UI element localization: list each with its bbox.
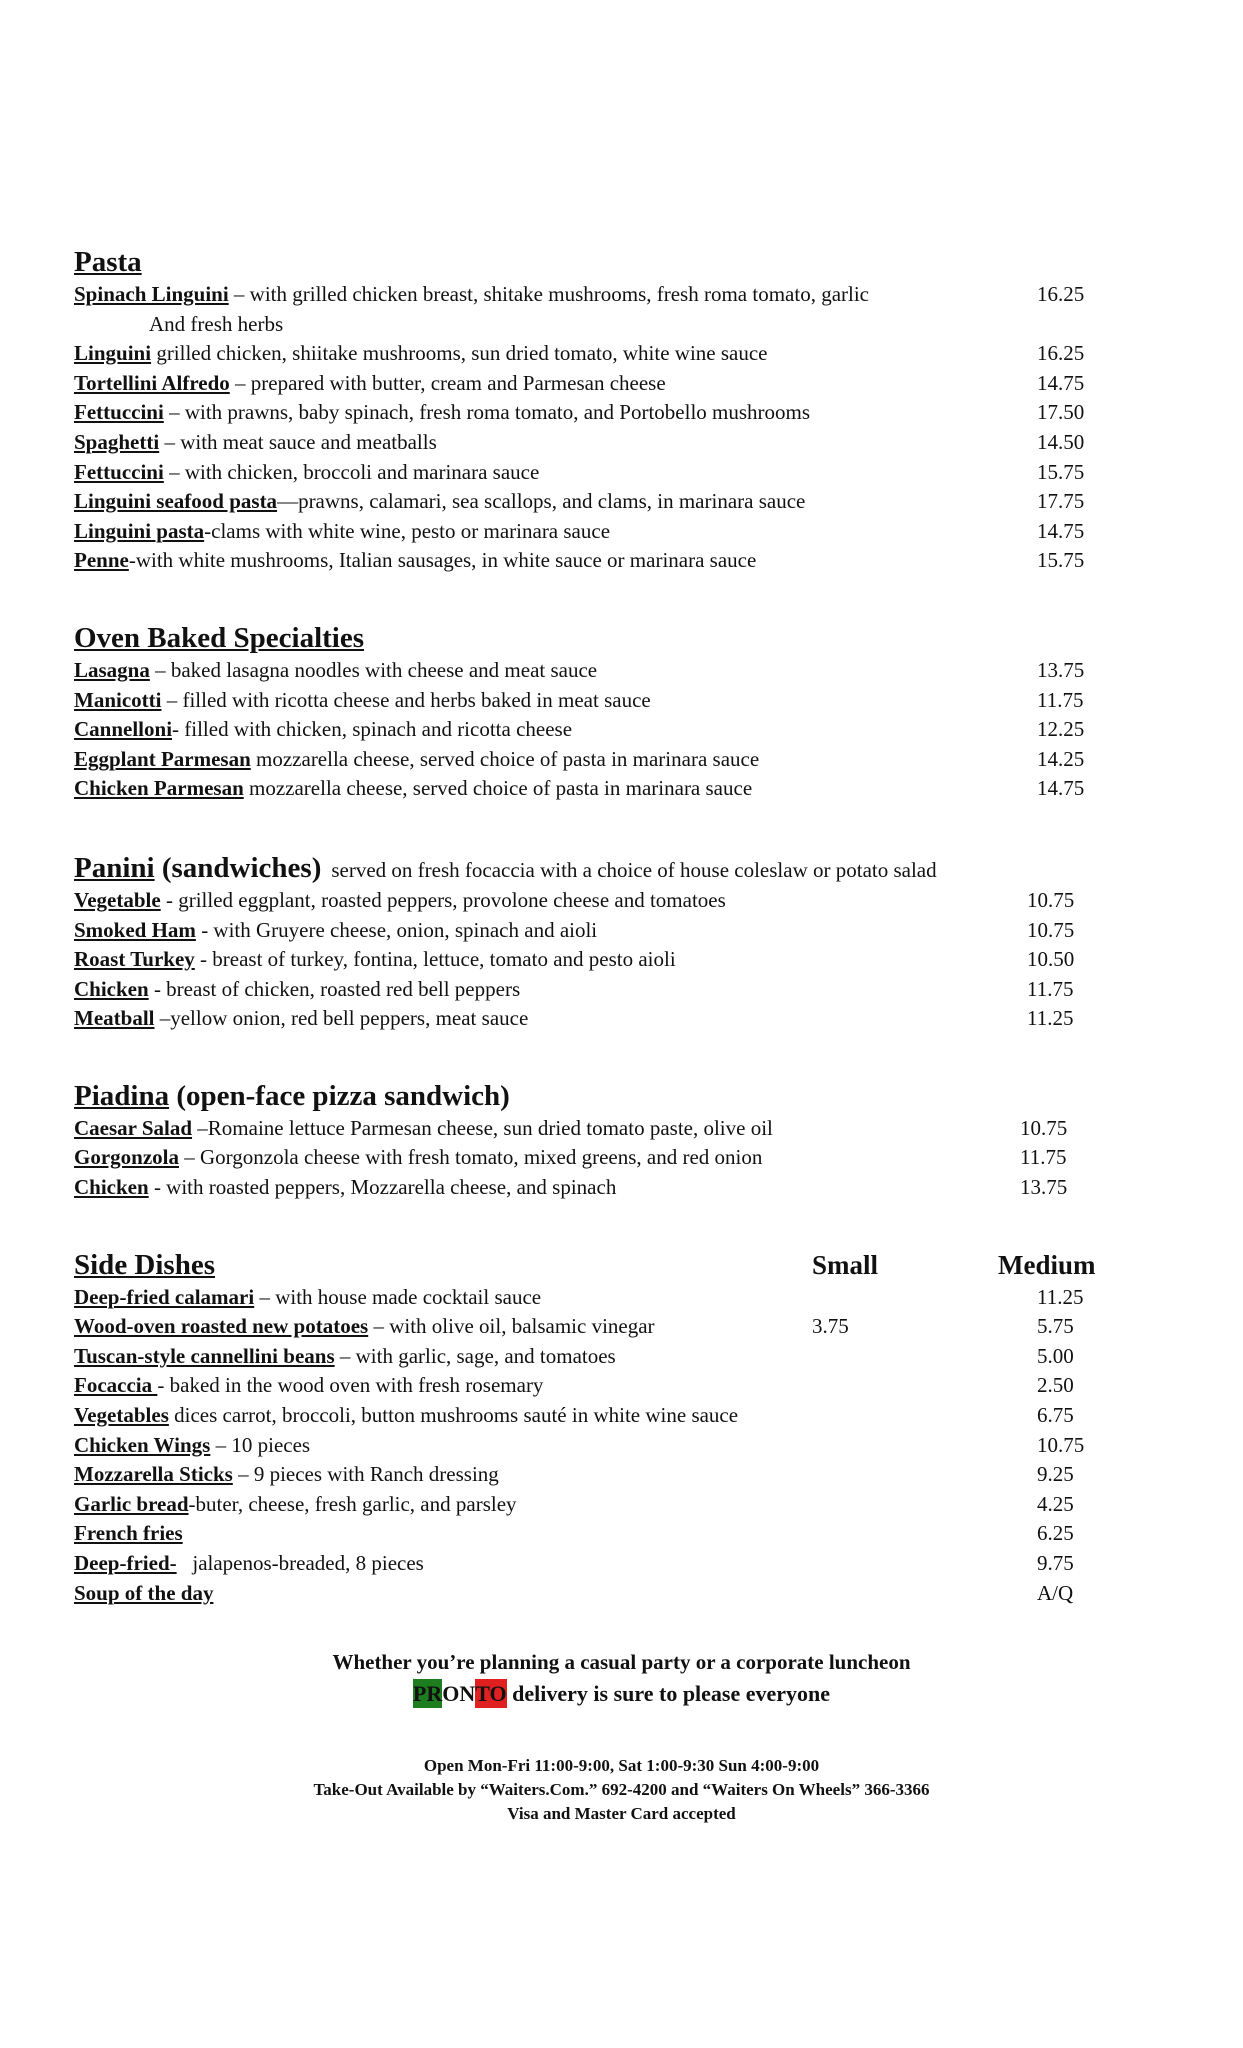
item-price: 5.75	[1037, 1314, 1074, 1339]
item-name: Linguini pasta	[74, 518, 205, 543]
menu-item	[74, 1431, 1174, 1461]
hours-text: Open Mon-Fri 11:00-9:00, Sat 1:00-9:30 Sun 4:00-9:00	[423, 1756, 820, 1775]
section-header	[74, 850, 1174, 886]
item-name: Spaghetti	[74, 429, 160, 454]
item-description: mozzarella cheese, served choice of pasta in marinara sauce	[243, 776, 753, 801]
menu-item	[74, 1490, 1174, 1520]
menu-item	[74, 369, 1174, 399]
item-price: 9.75	[1037, 1551, 1074, 1575]
item-description: And fresh herbs	[149, 311, 284, 336]
menu-item	[74, 1173, 1174, 1203]
pronto-logo-on: ON	[442, 1681, 476, 1706]
item-price: 16.25	[1037, 341, 1085, 366]
menu-item	[74, 886, 1174, 916]
menu-item	[74, 656, 1174, 686]
item-name: Cannelloni	[74, 717, 173, 742]
item-description: -buter, cheese, fresh garlic, and parsley	[188, 1491, 517, 1516]
menu-item	[74, 1143, 1174, 1173]
item-price: 15.75	[1037, 548, 1085, 573]
pronto-line	[0, 1678, 1243, 1710]
section-title: Oven Baked Specialties	[74, 621, 365, 654]
item-description: - grilled eggplant, roasted peppers, provolone cheese and tomatoes	[160, 887, 726, 912]
item-description: -clams with white wine, pesto or marinara sauce	[204, 518, 611, 543]
menu-item	[74, 774, 1174, 804]
party-line: Whether you’re planning a casual party or a corporate luncheon	[332, 1650, 911, 1674]
column-header-small: Small	[812, 1249, 879, 1280]
item-description: jalapenos-breaded, 8 pieces	[176, 1551, 424, 1575]
item-price: 13.75	[1037, 657, 1085, 682]
menu-item	[74, 715, 1174, 745]
item-price: 9.25	[1037, 1462, 1074, 1487]
menu-item	[74, 1519, 1174, 1549]
takeout-text: Take-Out Available by “Waiters.Com.” 692-4200 and “Waiters On Wheels” 366-3366	[313, 1780, 930, 1799]
item-name: Fettuccini	[74, 459, 164, 484]
section-gap	[74, 576, 1174, 620]
item-price: 11.25	[1027, 1006, 1074, 1031]
item-name: Wood-oven roasted new potatoes	[74, 1314, 369, 1339]
menu-item	[74, 686, 1174, 716]
item-price: 13.75	[1020, 1175, 1068, 1200]
item-name: French fries	[74, 1521, 183, 1546]
section-title: Pasta	[74, 246, 142, 278]
item-price: 15.75	[1037, 459, 1085, 484]
menu-item	[74, 310, 1174, 340]
item-description: –yellow onion, red bell peppers, meat sauce	[154, 1006, 529, 1031]
item-name: Vegetable	[74, 887, 161, 912]
section-sides	[74, 1247, 1174, 1609]
pronto-logo-pr: PR	[412, 1681, 443, 1706]
item-description: - breast of chicken, roasted red bell peppers	[148, 976, 521, 1001]
item-description: – with garlic, sage, and tomatoes	[334, 1343, 616, 1368]
item-name: Linguini seafood pasta	[74, 489, 278, 514]
section-pasta	[74, 244, 1174, 576]
menu-item	[74, 745, 1174, 775]
section-title: Piadina	[74, 1079, 170, 1112]
item-name: Soup of the day	[74, 1580, 214, 1605]
delivery-text: delivery is sure to please everyone	[506, 1681, 831, 1706]
item-price: 10.75	[1027, 887, 1075, 912]
pronto-logo-to: TO	[475, 1681, 507, 1706]
item-description: – with prawns, baby spinach, fresh roma tomato, and Portobello mushrooms	[163, 400, 811, 425]
menu-item	[74, 428, 1174, 458]
menu-item	[74, 1549, 1174, 1579]
item-description: – with house made cocktail sauce	[254, 1284, 542, 1309]
item-description: - baked in the wood oven with fresh rosemary	[157, 1373, 544, 1398]
item-description: -with white mushrooms, Italian sausages, in white sauce or marinara sauce	[128, 548, 757, 573]
item-price: 10.50	[1027, 947, 1075, 972]
item-description: - with Gruyere cheese, onion, spinach and aioli	[195, 917, 598, 942]
item-description: – 9 pieces with Ranch dressing	[232, 1462, 499, 1487]
menu-item	[74, 398, 1174, 428]
item-price: 12.25	[1037, 717, 1085, 742]
item-name: Roast Turkey	[74, 947, 195, 972]
menu-item	[74, 975, 1174, 1005]
item-name: Chicken	[74, 1175, 149, 1200]
item-price: 11.75	[1020, 1145, 1067, 1170]
menu-item	[74, 1460, 1174, 1490]
item-name: Deep-fried calamari	[74, 1284, 255, 1309]
item-description: grilled chicken, shiitake mushrooms, sun dried tomato, white wine sauce	[151, 341, 768, 366]
item-description: – prepared with butter, cream and Parmesan cheese	[229, 370, 666, 395]
item-name: Meatball	[74, 1006, 155, 1031]
item-name: Tuscan-style cannellini beans	[74, 1343, 335, 1368]
menu-item	[74, 458, 1174, 488]
menu-item	[74, 1283, 1174, 1313]
item-description: – with grilled chicken breast, shitake mushrooms, fresh roma tomato, garlic	[228, 282, 870, 306]
item-description: —prawns, calamari, sea scallops, and clams, in marinara sauce	[277, 489, 806, 514]
item-price: 16.25	[1037, 282, 1085, 306]
section-gap	[74, 804, 1174, 850]
menu-item	[74, 546, 1174, 576]
menu-body	[74, 244, 1174, 1608]
item-price: 6.25	[1037, 1521, 1074, 1546]
section-title: Side Dishes	[74, 1248, 216, 1281]
item-name: Linguini	[74, 341, 152, 366]
item-description: mozzarella cheese, served choice of pasta in marinara sauce	[250, 746, 760, 771]
item-name: Fettuccini	[74, 400, 164, 425]
section-header	[74, 620, 1174, 656]
item-name: Chicken Wings	[74, 1432, 211, 1457]
menu-item	[74, 945, 1174, 975]
item-price: 11.25	[1037, 1284, 1084, 1309]
item-description: - breast of turkey, fontina, lettuce, tomato and pesto aioli	[194, 947, 676, 972]
section-subtitle: (open-face pizza sandwich)	[169, 1079, 510, 1112]
menu-item	[74, 1401, 1174, 1431]
item-name: Manicotti	[74, 687, 162, 712]
item-price: 2.50	[1037, 1373, 1074, 1398]
item-description: – with olive oil, balsamic vinegar	[368, 1314, 655, 1339]
item-name: Chicken	[74, 976, 149, 1001]
item-name: Lasagna	[74, 657, 150, 682]
item-price: 10.75	[1020, 1115, 1068, 1140]
item-price: 5.00	[1037, 1343, 1074, 1368]
item-price: 17.75	[1037, 489, 1085, 514]
item-description: – with meat sauce and meatballs	[159, 429, 437, 454]
item-description: dices carrot, broccoli, button mushrooms sauté in white wine sauce	[168, 1403, 739, 1428]
item-price: 14.50	[1037, 429, 1085, 454]
item-description: – 10 pieces	[210, 1432, 311, 1457]
item-name: Gorgonzola	[74, 1145, 179, 1170]
item-name: Spinach Linguini	[74, 282, 229, 306]
section-gap	[74, 1034, 1174, 1078]
menu-item	[74, 1312, 1174, 1342]
section-subtitle: (sandwiches)	[154, 851, 322, 884]
menu-item	[74, 517, 1174, 547]
item-name: Caesar Salad	[74, 1115, 193, 1140]
footer	[0, 1646, 1243, 1826]
section-oven	[74, 620, 1174, 804]
item-description: –Romaine lettuce Parmesan cheese, sun dried tomato paste, olive oil	[192, 1115, 773, 1140]
item-price: 4.25	[1037, 1491, 1074, 1516]
item-price: 14.25	[1037, 746, 1085, 771]
item-name: Chicken Parmesan	[74, 776, 244, 801]
menu-item	[74, 280, 1174, 310]
section-header	[74, 1247, 1174, 1283]
section-gap	[74, 1203, 1174, 1247]
column-header-medium: Medium	[998, 1249, 1096, 1280]
cards-text: Visa and Master Card accepted	[507, 1804, 736, 1823]
item-name: Deep-fried-	[74, 1551, 177, 1575]
item-name: Garlic bread	[74, 1491, 189, 1516]
menu-item	[74, 487, 1174, 517]
section-note: served on fresh focaccia with a choice of house coleslaw or potato salad	[331, 857, 937, 882]
item-description: - filled with chicken, spinach and ricotta cheese	[172, 717, 573, 742]
menu-item	[74, 1004, 1174, 1034]
item-description: – filled with ricotta cheese and herbs baked in meat sauce	[161, 687, 651, 712]
item-name: Mozzarella Sticks	[74, 1462, 233, 1487]
item-description: – with chicken, broccoli and marinara sauce	[163, 459, 540, 484]
item-price: 17.50	[1037, 400, 1085, 425]
item-name: Tortellini Alfredo	[74, 370, 230, 395]
item-price: 10.75	[1027, 917, 1075, 942]
menu-item	[74, 1579, 1174, 1609]
item-price-small: 3.75	[812, 1314, 849, 1339]
item-price: 14.75	[1037, 370, 1085, 395]
item-price: 11.75	[1027, 976, 1074, 1001]
item-price: 10.75	[1037, 1432, 1085, 1457]
section-header	[74, 244, 1174, 280]
item-price: 6.75	[1037, 1403, 1074, 1428]
menu-item	[74, 1114, 1174, 1144]
item-name: Vegetables	[74, 1403, 169, 1428]
menu-item	[74, 1371, 1174, 1401]
menu-item	[74, 339, 1174, 369]
item-price: 14.75	[1037, 518, 1085, 543]
item-name: Eggplant Parmesan	[74, 746, 251, 771]
section-header	[74, 1078, 1174, 1114]
item-price: A/Q	[1037, 1580, 1074, 1605]
item-price: 11.75	[1037, 687, 1084, 712]
item-name: Focaccia	[74, 1373, 158, 1398]
item-description: – Gorgonzola cheese with fresh tomato, mixed greens, and red onion	[179, 1145, 763, 1170]
item-description: - with roasted peppers, Mozzarella cheese, and spinach	[148, 1175, 617, 1200]
section-piadina	[74, 1078, 1174, 1203]
item-name: Penne	[74, 548, 129, 573]
item-name: Smoked Ham	[74, 917, 196, 942]
item-description: – baked lasagna noodles with cheese and meat sauce	[149, 657, 598, 682]
section-title: Panini	[74, 851, 155, 884]
item-price: 14.75	[1037, 776, 1085, 801]
menu-item	[74, 916, 1174, 946]
menu-item	[74, 1342, 1174, 1372]
section-panini	[74, 850, 1174, 1034]
